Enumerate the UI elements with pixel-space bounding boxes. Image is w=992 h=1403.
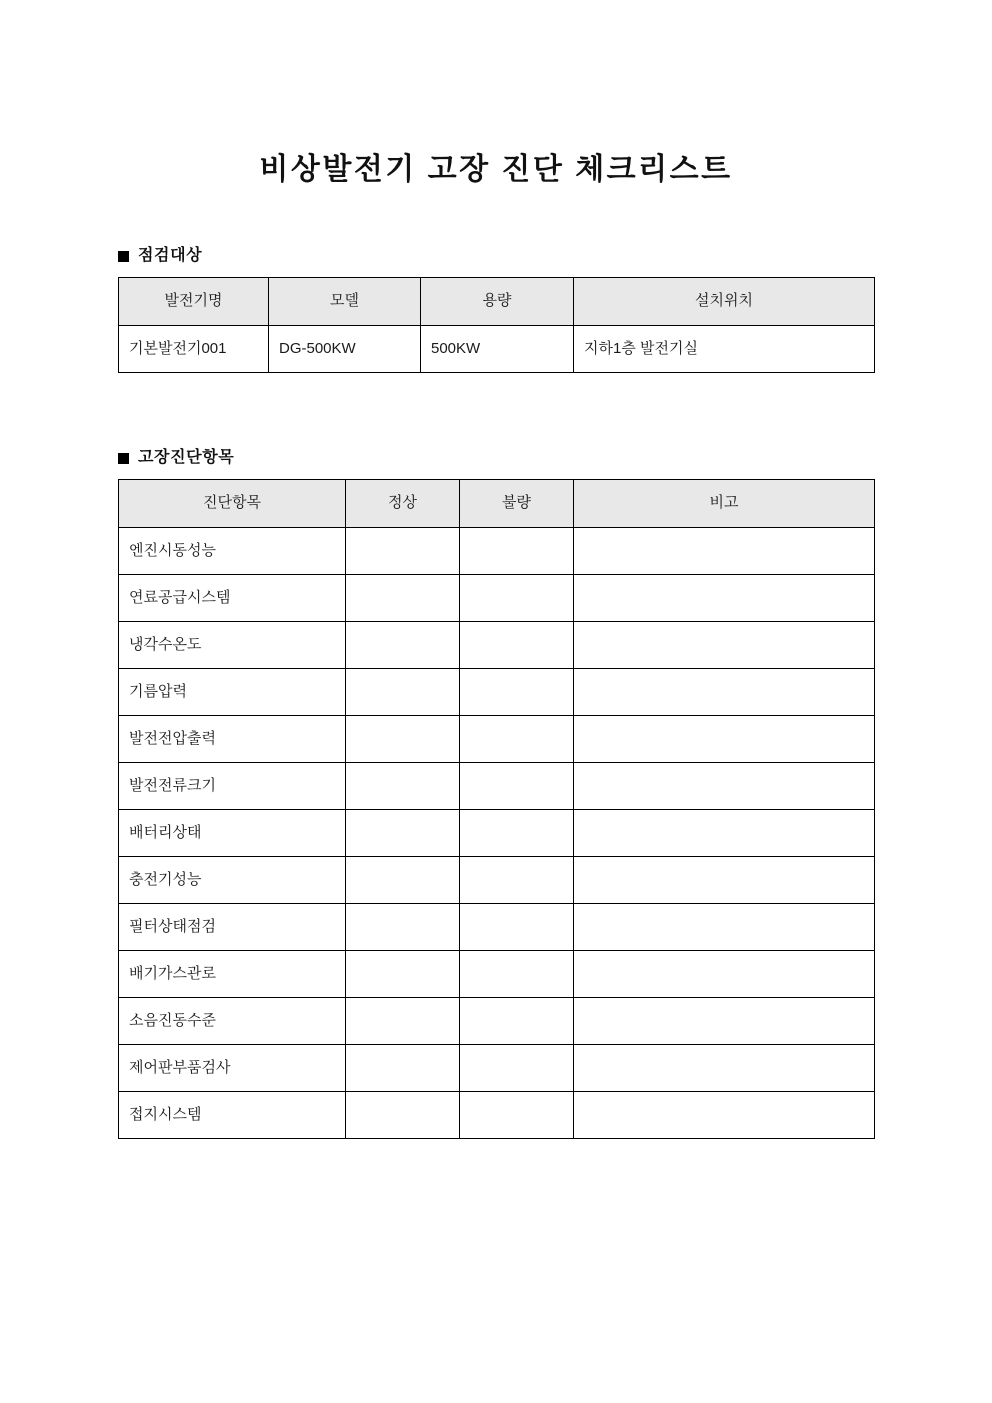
table-row xyxy=(119,669,875,716)
cell-defect-check[interactable] xyxy=(460,1045,574,1092)
table-row xyxy=(119,810,875,857)
cell-note[interactable] xyxy=(574,857,875,904)
cell-diagnosis-item[interactable]: 필터상태점검 xyxy=(119,904,346,951)
cell-normal-check[interactable] xyxy=(346,810,460,857)
cell-location[interactable]: 지하1층 발전기실 xyxy=(574,326,875,373)
cell-diagnosis-item[interactable]: 냉각수온도 xyxy=(119,622,346,669)
cell-defect-check[interactable] xyxy=(460,716,574,763)
cell-defect-check[interactable] xyxy=(460,528,574,575)
cell-diagnosis-item[interactable]: 충전기성능 xyxy=(119,857,346,904)
cell-normal-check[interactable] xyxy=(346,1045,460,1092)
cell-note[interactable] xyxy=(574,951,875,998)
table-row xyxy=(119,1045,875,1092)
cell-diagnosis-item[interactable]: 엔진시동성능 xyxy=(119,528,346,575)
table-header-row xyxy=(119,480,875,528)
cell-normal-check[interactable] xyxy=(346,528,460,575)
cell-normal-check[interactable] xyxy=(346,669,460,716)
section-fault-diagnosis-items xyxy=(118,450,874,1139)
section-heading-label: 점검대상 xyxy=(138,247,203,264)
cell-normal-check[interactable] xyxy=(346,575,460,622)
cell-normal-check[interactable] xyxy=(346,716,460,763)
cell-capacity[interactable]: 500KW xyxy=(421,326,574,373)
cell-note[interactable] xyxy=(574,810,875,857)
cell-defect-check[interactable] xyxy=(460,622,574,669)
fault-diagnosis-table-body xyxy=(119,528,875,1139)
cell-note[interactable] xyxy=(574,904,875,951)
cell-diagnosis-item[interactable]: 배기가스관로 xyxy=(119,951,346,998)
table-row xyxy=(119,716,875,763)
cell-diagnosis-item[interactable]: 소음진동수준 xyxy=(119,998,346,1045)
cell-diagnosis-item[interactable]: 배터리상태 xyxy=(119,810,346,857)
cell-diagnosis-item[interactable]: 발전전압출력 xyxy=(119,716,346,763)
column-header-normal: 정상 xyxy=(346,480,460,528)
cell-note[interactable] xyxy=(574,622,875,669)
cell-diagnosis-item[interactable]: 제어판부품검사 xyxy=(119,1045,346,1092)
cell-defect-check[interactable] xyxy=(460,857,574,904)
column-header-note: 비고 xyxy=(574,480,875,528)
section-heading-fault-diagnosis xyxy=(118,450,874,466)
column-header-location: 설치위치 xyxy=(574,278,875,326)
cell-generator-name[interactable]: 기본발전기001 xyxy=(119,326,269,373)
cell-defect-check[interactable] xyxy=(460,669,574,716)
inspection-target-table xyxy=(118,277,875,373)
cell-defect-check[interactable] xyxy=(460,951,574,998)
section-marker-icon xyxy=(118,453,129,464)
table-row xyxy=(119,998,875,1045)
cell-diagnosis-item[interactable]: 발전전류크기 xyxy=(119,763,346,810)
column-header-generator-name: 발전기명 xyxy=(119,278,269,326)
cell-note[interactable] xyxy=(574,1092,875,1139)
cell-defect-check[interactable] xyxy=(460,1092,574,1139)
cell-diagnosis-item[interactable]: 연료공급시스템 xyxy=(119,575,346,622)
cell-normal-check[interactable] xyxy=(346,998,460,1045)
table-row xyxy=(119,575,875,622)
cell-note[interactable] xyxy=(574,716,875,763)
cell-normal-check[interactable] xyxy=(346,904,460,951)
cell-defect-check[interactable] xyxy=(460,904,574,951)
section-inspection-target xyxy=(118,248,874,373)
cell-normal-check[interactable] xyxy=(346,763,460,810)
table-row xyxy=(119,622,875,669)
cell-note[interactable] xyxy=(574,669,875,716)
column-header-defect: 불량 xyxy=(460,480,574,528)
cell-note[interactable] xyxy=(574,1045,875,1092)
section-heading-label: 고장진단항목 xyxy=(138,449,235,466)
table-row xyxy=(119,951,875,998)
cell-diagnosis-item[interactable]: 기름압력 xyxy=(119,669,346,716)
cell-note[interactable] xyxy=(574,528,875,575)
cell-normal-check[interactable] xyxy=(346,622,460,669)
table-row xyxy=(119,857,875,904)
cell-diagnosis-item[interactable]: 접지시스템 xyxy=(119,1092,346,1139)
cell-model[interactable]: DG-500KW xyxy=(269,326,421,373)
cell-normal-check[interactable] xyxy=(346,1092,460,1139)
table-row xyxy=(119,1092,875,1139)
page-title: 비상발전기 고장 진단 체크리스트 xyxy=(259,153,733,187)
cell-note[interactable] xyxy=(574,763,875,810)
fault-diagnosis-table xyxy=(118,479,875,1139)
table-row xyxy=(119,904,875,951)
table-row xyxy=(119,763,875,810)
cell-defect-check[interactable] xyxy=(460,575,574,622)
cell-normal-check[interactable] xyxy=(346,857,460,904)
cell-defect-check[interactable] xyxy=(460,810,574,857)
column-header-diagnosis-item: 진단항목 xyxy=(119,480,346,528)
cell-defect-check[interactable] xyxy=(460,763,574,810)
column-header-capacity: 용량 xyxy=(421,278,574,326)
table-row xyxy=(119,326,875,373)
section-marker-icon xyxy=(118,251,129,262)
cell-normal-check[interactable] xyxy=(346,951,460,998)
cell-note[interactable] xyxy=(574,575,875,622)
section-heading-inspection-target xyxy=(118,248,874,264)
table-row xyxy=(119,528,875,575)
table-header-row xyxy=(119,278,875,326)
cell-note[interactable] xyxy=(574,998,875,1045)
column-header-model: 모델 xyxy=(269,278,421,326)
cell-defect-check[interactable] xyxy=(460,998,574,1045)
